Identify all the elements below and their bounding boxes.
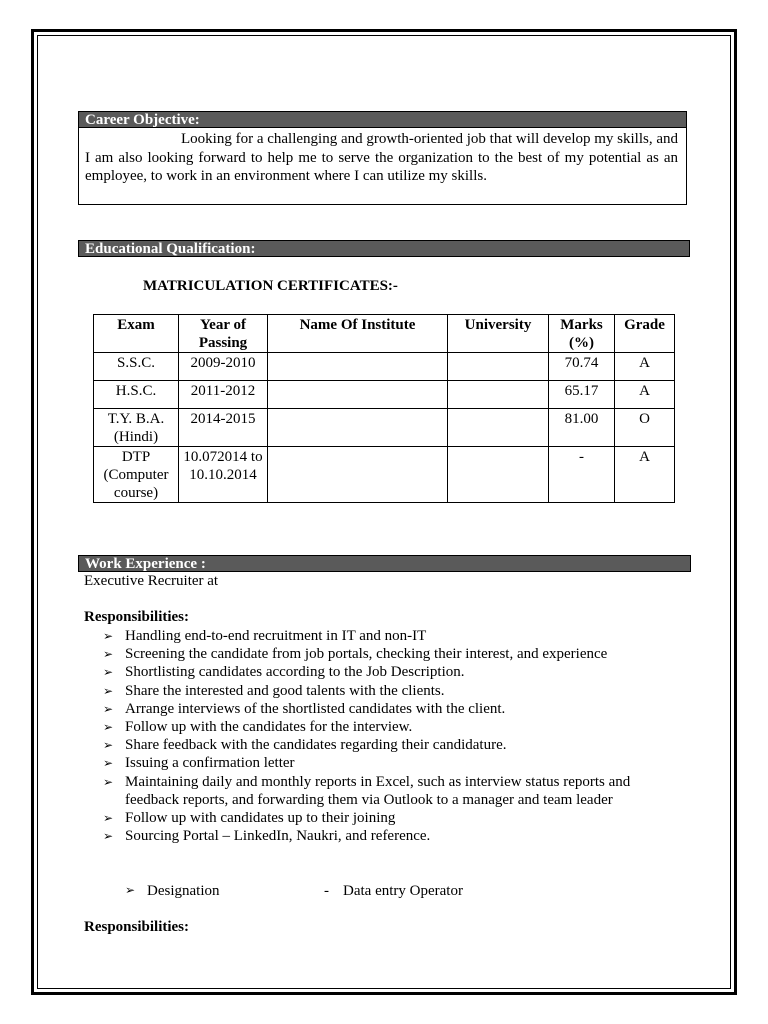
table-row	[94, 409, 675, 447]
work-experience-header: Work Experience :	[78, 555, 691, 572]
cell-institute	[268, 409, 448, 447]
cell-university	[448, 381, 549, 409]
cell-university	[448, 447, 549, 503]
matriculation-title: MATRICULATION CERTIFICATES:-	[143, 278, 398, 294]
education-header: Educational Qualification:	[78, 240, 690, 257]
cell-grade: O	[615, 409, 675, 447]
list-item-text: Screening the candidate from job portals, checking their interest, and experience	[125, 646, 608, 663]
list-item	[100, 700, 680, 718]
col-grade: Grade	[615, 315, 675, 353]
list-item-text: Follow up with the candidates for the interview.	[125, 719, 413, 736]
arrow-bullet-icon: ➢	[103, 683, 114, 698]
arrow-bullet-icon: ➢	[125, 883, 136, 897]
list-item	[100, 682, 680, 700]
responsibilities-title-2: Responsibilities:	[84, 919, 190, 935]
cell-grade: A	[615, 447, 675, 503]
table-row	[94, 447, 675, 503]
cell-exam: T.Y. B.A. (Hindi)	[94, 409, 179, 447]
arrow-bullet-icon: ➢	[103, 720, 114, 735]
arrow-bullet-icon: ➢	[103, 756, 114, 771]
designation-label: Designation	[147, 883, 220, 899]
col-marks: Marks (%)	[549, 315, 615, 353]
cell-institute	[268, 447, 448, 503]
col-exam: Exam	[94, 315, 179, 353]
list-item-text: Follow up with candidates up to their joining	[125, 810, 396, 827]
col-university: University	[448, 315, 549, 353]
col-year: Year of Passing	[179, 315, 268, 353]
cell-grade: A	[615, 381, 675, 409]
list-item	[100, 718, 680, 736]
list-item	[100, 627, 680, 645]
list-item	[100, 754, 680, 772]
arrow-bullet-icon: ➢	[103, 629, 114, 643]
work-position: Executive Recruiter at	[84, 573, 219, 589]
designation-value: Data entry Operator	[343, 883, 463, 899]
table-header-row	[94, 315, 675, 353]
list-item-text: Issuing a confirmation letter	[125, 755, 295, 772]
list-item-text: Maintaining daily and monthly reports in Excel, such as interview status reports and feedback reports, and forwarding them via Outlook to a manager and team leader	[125, 773, 631, 808]
cell-university	[448, 353, 549, 381]
arrow-bullet-icon: ➢	[103, 665, 114, 680]
cell-marks: 70.74	[549, 353, 615, 381]
cell-institute	[268, 381, 448, 409]
career-objective-header: Career Objective:	[78, 111, 687, 128]
responsibilities-title: Responsibilities:	[84, 609, 190, 625]
cell-institute	[268, 353, 448, 381]
list-item	[100, 736, 680, 754]
cell-exam: DTP (Computer course)	[94, 447, 179, 503]
responsibilities-list	[100, 627, 680, 845]
cell-year: 2011-2012	[179, 381, 268, 409]
cell-university	[448, 409, 549, 447]
arrow-bullet-icon: ➢	[103, 701, 114, 716]
cell-year: 2009-2010	[179, 353, 268, 381]
cell-marks: 81.00	[549, 409, 615, 447]
list-item-text: Share the interested and good talents with the clients.	[125, 682, 445, 699]
list-item	[100, 773, 680, 809]
list-item	[100, 827, 680, 845]
cell-exam: S.S.C.	[94, 353, 179, 381]
list-item-text: Handling end-to-end recruitment in IT and non-IT	[125, 628, 427, 644]
cell-marks: -	[549, 447, 615, 503]
col-institute: Name Of Institute	[268, 315, 448, 353]
list-item-text: Arrange interviews of the shortlisted candidates with the client.	[125, 700, 506, 717]
arrow-bullet-icon: ➢	[103, 647, 114, 662]
list-item-text: Sourcing Portal – LinkedIn, Naukri, and reference.	[125, 828, 431, 845]
table-row	[94, 353, 675, 381]
arrow-bullet-icon: ➢	[103, 811, 114, 826]
list-item	[100, 645, 680, 663]
career-objective-box	[78, 128, 687, 205]
cell-exam: H.S.C.	[94, 381, 179, 409]
list-item-text: Share feedback with the candidates regarding their candidature.	[125, 737, 507, 754]
arrow-bullet-icon: ➢	[103, 738, 114, 753]
cell-year: 10.072014 to 10.10.2014	[179, 447, 268, 503]
designation-dash: -	[324, 883, 329, 899]
list-item-text: Shortlisting candidates according to the Job Description.	[125, 664, 465, 681]
list-item	[100, 663, 680, 681]
cell-marks: 65.17	[549, 381, 615, 409]
table-row	[94, 381, 675, 409]
career-objective-text: Looking for a challenging and growth-oriented job that will develop my skills, and I am also looking forward to help me to serve the organization to the best of my potential as an employee, to work in an environment where I can utilize my skills.	[85, 131, 678, 184]
cell-year: 2014-2015	[179, 409, 268, 447]
cell-grade: A	[615, 353, 675, 381]
arrow-bullet-icon: ➢	[103, 829, 114, 844]
education-table	[93, 314, 675, 503]
list-item	[100, 809, 680, 827]
arrow-bullet-icon: ➢	[103, 774, 114, 789]
